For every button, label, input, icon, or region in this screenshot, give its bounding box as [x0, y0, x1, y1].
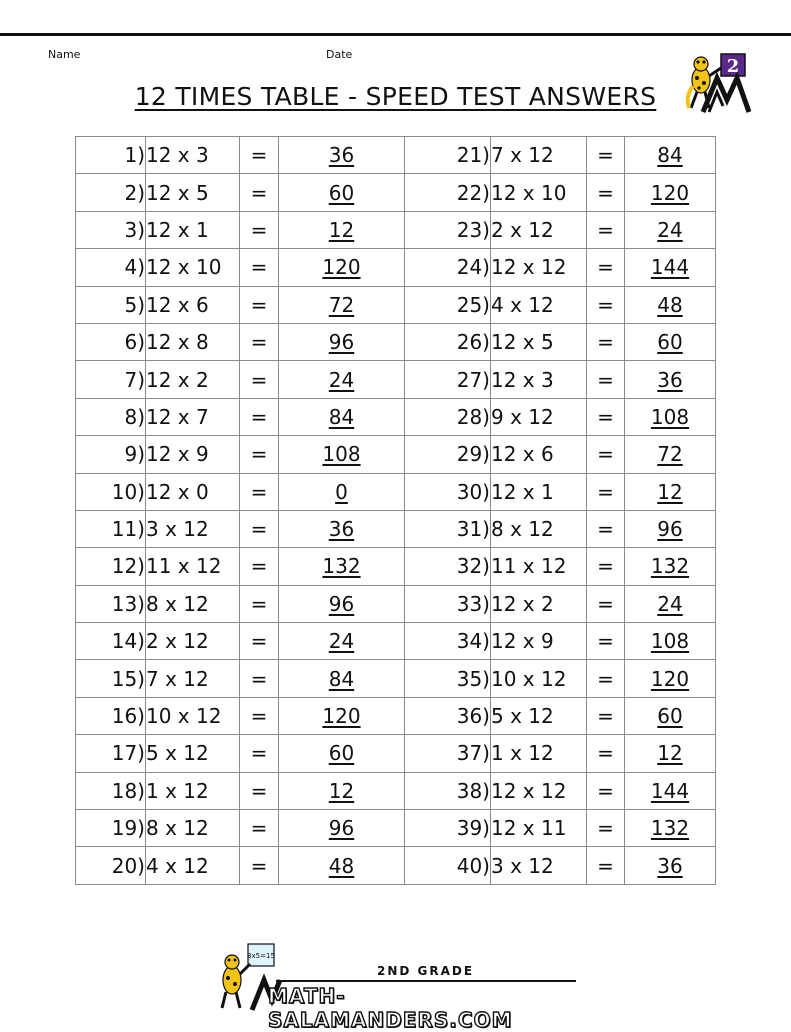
- equals-sign: =: [240, 697, 279, 734]
- equals-sign: =: [240, 398, 279, 435]
- salamander-logo-icon: [683, 50, 751, 114]
- answer-value: 60: [657, 330, 683, 355]
- answer-cell: [625, 473, 716, 510]
- equals-sign: =: [240, 137, 279, 174]
- answer-cell: [625, 174, 716, 211]
- answer-value: 72: [328, 292, 355, 317]
- answer-value: 0: [335, 479, 348, 504]
- answer-cell: [625, 810, 716, 847]
- table-row: [76, 585, 716, 622]
- problem-text: 5 x 12: [146, 735, 240, 772]
- table-row: [76, 660, 716, 697]
- answer-cell: [625, 510, 716, 547]
- problem-text: 12 x 9: [146, 436, 240, 473]
- problem-text: 12 x 6: [146, 286, 240, 323]
- footer-rule: [276, 980, 576, 982]
- equals-sign: =: [587, 473, 625, 510]
- answer-cell: [625, 249, 716, 286]
- answer-cell: [279, 660, 405, 697]
- problem-number: 39): [405, 810, 491, 847]
- problem-text: 5 x 12: [491, 697, 587, 734]
- problem-number: 20): [76, 847, 146, 884]
- answer-cell: [279, 585, 405, 622]
- problem-number: 16): [76, 697, 146, 734]
- answer-value: 60: [328, 741, 355, 766]
- table-row: [76, 810, 716, 847]
- answer-value: 48: [328, 853, 355, 878]
- answer-value: 120: [322, 704, 361, 729]
- answer-cell: [625, 735, 716, 772]
- equals-sign: =: [587, 286, 625, 323]
- problem-number: 4): [76, 249, 146, 286]
- answer-cell: [625, 697, 716, 734]
- answer-cell: [625, 137, 716, 174]
- answer-value: 108: [322, 442, 361, 467]
- table-row: [76, 623, 716, 660]
- problem-text: 2 x 12: [491, 211, 587, 248]
- page-title-text: 12 TIMES TABLE - SPEED TEST ANSWERS: [134, 82, 657, 111]
- answer-cell: [279, 398, 405, 435]
- answer-value: 24: [328, 367, 355, 392]
- problem-number: 29): [405, 436, 491, 473]
- answer-cell: [279, 174, 405, 211]
- problem-number: 11): [76, 510, 146, 547]
- answer-value: 48: [657, 292, 683, 317]
- problem-text: 11 x 12: [491, 548, 587, 585]
- equals-sign: =: [587, 772, 625, 809]
- problem-text: 12 x 1: [146, 211, 240, 248]
- answer-cell: [279, 323, 405, 360]
- answer-cell: [279, 623, 405, 660]
- answer-cell: [279, 361, 405, 398]
- problem-number: 33): [405, 585, 491, 622]
- table-row: [76, 510, 716, 547]
- problem-number: 40): [405, 847, 491, 884]
- table-row: [76, 361, 716, 398]
- answer-cell: [279, 286, 405, 323]
- answer-value: 120: [322, 255, 361, 280]
- equals-sign: =: [587, 847, 625, 884]
- footer-board-text: 3x5=15: [247, 952, 275, 960]
- answer-value: 144: [650, 778, 690, 803]
- problem-number: 32): [405, 548, 491, 585]
- answer-value: 96: [657, 517, 683, 542]
- problem-text: 7 x 12: [491, 137, 587, 174]
- answer-value: 36: [657, 367, 683, 392]
- answer-cell: [625, 585, 716, 622]
- problem-text: 12 x 11: [491, 810, 587, 847]
- answer-value: 120: [650, 666, 690, 691]
- equals-sign: =: [240, 361, 279, 398]
- table-row: [76, 137, 716, 174]
- answer-value: 24: [657, 217, 683, 242]
- table-row: [76, 286, 716, 323]
- problem-text: 12 x 9: [491, 623, 587, 660]
- equals-sign: =: [587, 735, 625, 772]
- answer-value: 84: [657, 143, 683, 168]
- problem-number: 2): [76, 174, 146, 211]
- problem-number: 27): [405, 361, 491, 398]
- problem-number: 31): [405, 510, 491, 547]
- equals-sign: =: [240, 211, 279, 248]
- answer-value: 132: [650, 816, 690, 841]
- problem-number: 34): [405, 623, 491, 660]
- equals-sign: =: [587, 436, 625, 473]
- table-row: [76, 174, 716, 211]
- answer-cell: [625, 211, 716, 248]
- equals-sign: =: [587, 249, 625, 286]
- problem-number: 36): [405, 697, 491, 734]
- table-row: [76, 772, 716, 809]
- answer-cell: [279, 473, 405, 510]
- answer-value: 132: [650, 554, 690, 579]
- answer-value: 36: [328, 517, 355, 542]
- answer-value: 96: [328, 330, 355, 355]
- answer-cell: [279, 510, 405, 547]
- problem-text: 12 x 7: [146, 398, 240, 435]
- problem-number: 18): [76, 772, 146, 809]
- answer-cell: [279, 249, 405, 286]
- answer-cell: [279, 847, 405, 884]
- equals-sign: =: [587, 697, 625, 734]
- answer-value: 108: [650, 629, 690, 654]
- answer-cell: [625, 436, 716, 473]
- problem-number: 17): [76, 735, 146, 772]
- answer-value: 108: [650, 404, 690, 429]
- problem-number: 23): [405, 211, 491, 248]
- equals-sign: =: [587, 623, 625, 660]
- answer-cell: [279, 735, 405, 772]
- equals-sign: =: [240, 810, 279, 847]
- problem-number: 28): [405, 398, 491, 435]
- equals-sign: =: [240, 249, 279, 286]
- equals-sign: =: [587, 323, 625, 360]
- problem-text: 4 x 12: [146, 847, 240, 884]
- answer-value: 60: [657, 704, 683, 729]
- problem-number: 35): [405, 660, 491, 697]
- problem-number: 3): [76, 211, 146, 248]
- equals-sign: =: [240, 847, 279, 884]
- problem-text: 12 x 10: [146, 249, 240, 286]
- equals-sign: =: [240, 510, 279, 547]
- answer-cell: [279, 697, 405, 734]
- top-rule: [0, 33, 791, 36]
- equals-sign: =: [240, 548, 279, 585]
- equals-sign: =: [240, 660, 279, 697]
- answer-cell: [625, 323, 716, 360]
- answer-value: 36: [328, 143, 355, 168]
- problem-text: 12 x 2: [491, 585, 587, 622]
- problem-text: 12 x 2: [146, 361, 240, 398]
- problem-text: 8 x 12: [146, 585, 240, 622]
- problem-number: 13): [76, 585, 146, 622]
- problem-number: 19): [76, 810, 146, 847]
- table-row: [76, 697, 716, 734]
- equals-sign: =: [240, 174, 279, 211]
- equals-sign: =: [240, 772, 279, 809]
- answer-cell: [625, 361, 716, 398]
- answer-value: 36: [657, 853, 683, 878]
- answer-value: 12: [328, 778, 355, 803]
- table-row: [76, 473, 716, 510]
- problem-text: 12 x 5: [491, 323, 587, 360]
- answer-cell: [625, 398, 716, 435]
- date-label: Date: [326, 48, 353, 61]
- answer-cell: [625, 847, 716, 884]
- problem-number: 6): [76, 323, 146, 360]
- table-row: [76, 548, 716, 585]
- problem-number: 9): [76, 436, 146, 473]
- problem-text: 12 x 12: [491, 772, 587, 809]
- problem-text: 12 x 8: [146, 323, 240, 360]
- problem-text: 12 x 6: [491, 436, 587, 473]
- problem-text: 1 x 12: [146, 772, 240, 809]
- problem-number: 38): [405, 772, 491, 809]
- problem-number: 21): [405, 137, 491, 174]
- problem-number: 25): [405, 286, 491, 323]
- problem-text: 1 x 12: [491, 735, 587, 772]
- answer-cell: [625, 772, 716, 809]
- answer-cell: [279, 548, 405, 585]
- problem-text: 8 x 12: [491, 510, 587, 547]
- equals-sign: =: [587, 510, 625, 547]
- problem-text: 3 x 12: [146, 510, 240, 547]
- answer-value: 120: [650, 180, 690, 205]
- name-label: Name: [48, 48, 81, 61]
- equals-sign: =: [240, 473, 279, 510]
- problem-number: 5): [76, 286, 146, 323]
- equals-sign: =: [240, 286, 279, 323]
- answer-value: 12: [328, 217, 355, 242]
- problem-text: 12 x 0: [146, 473, 240, 510]
- problem-text: 12 x 3: [491, 361, 587, 398]
- equals-sign: =: [587, 398, 625, 435]
- equals-sign: =: [240, 623, 279, 660]
- equals-sign: =: [587, 810, 625, 847]
- problem-text: 12 x 12: [491, 249, 587, 286]
- answer-value: 12: [657, 479, 683, 504]
- problem-number: 8): [76, 398, 146, 435]
- problem-text: 7 x 12: [146, 660, 240, 697]
- answer-value: 24: [657, 591, 683, 616]
- answer-value: 96: [328, 816, 355, 841]
- problem-number: 12): [76, 548, 146, 585]
- answer-value: 60: [328, 180, 355, 205]
- equals-sign: =: [587, 137, 625, 174]
- problem-text: 10 x 12: [491, 660, 587, 697]
- equals-sign: =: [587, 585, 625, 622]
- answer-value: 84: [328, 666, 355, 691]
- problem-text: 4 x 12: [491, 286, 587, 323]
- equals-sign: =: [587, 211, 625, 248]
- problem-text: 9 x 12: [491, 398, 587, 435]
- page-title: [0, 82, 791, 111]
- answer-value: 132: [322, 554, 361, 579]
- answer-value: 144: [650, 255, 690, 280]
- answer-value: 84: [328, 404, 355, 429]
- footer-logo: [212, 940, 582, 1032]
- table-row: [76, 323, 716, 360]
- answer-cell: [279, 211, 405, 248]
- table-row: [76, 211, 716, 248]
- problem-text: 12 x 1: [491, 473, 587, 510]
- footer-grade: 2ND GRADE: [377, 964, 475, 978]
- problem-text: 12 x 5: [146, 174, 240, 211]
- problem-number: 37): [405, 735, 491, 772]
- equals-sign: =: [240, 735, 279, 772]
- answer-cell: [625, 548, 716, 585]
- table-row: [76, 735, 716, 772]
- answer-value: 72: [657, 442, 683, 467]
- problem-number: 15): [76, 660, 146, 697]
- problem-text: 8 x 12: [146, 810, 240, 847]
- equals-sign: =: [240, 585, 279, 622]
- problem-number: 24): [405, 249, 491, 286]
- problem-number: 7): [76, 361, 146, 398]
- answer-value: 96: [328, 591, 355, 616]
- problem-number: 1): [76, 137, 146, 174]
- equals-sign: =: [587, 361, 625, 398]
- footer-site-name: MATH-SALAMANDERS.COM: [268, 984, 513, 1032]
- problem-number: 14): [76, 623, 146, 660]
- problem-text: 3 x 12: [491, 847, 587, 884]
- answer-table: [75, 136, 716, 885]
- problem-text: 12 x 10: [491, 174, 587, 211]
- salamander-logo: [683, 50, 751, 114]
- answer-cell: [279, 137, 405, 174]
- answer-value: 12: [657, 741, 683, 766]
- problem-number: 22): [405, 174, 491, 211]
- equals-sign: =: [587, 174, 625, 211]
- table-row: [76, 249, 716, 286]
- equals-sign: =: [240, 323, 279, 360]
- problem-number: 30): [405, 473, 491, 510]
- table-row: [76, 436, 716, 473]
- equals-sign: =: [587, 548, 625, 585]
- problem-number: 10): [76, 473, 146, 510]
- problem-text: 12 x 3: [146, 137, 240, 174]
- table-row: [76, 847, 716, 884]
- answer-table-body: [76, 137, 716, 885]
- answer-cell: [279, 810, 405, 847]
- answer-value: 24: [328, 629, 355, 654]
- problem-text: 11 x 12: [146, 548, 240, 585]
- answer-cell: [625, 286, 716, 323]
- problem-text: 10 x 12: [146, 697, 240, 734]
- problem-number: 26): [405, 323, 491, 360]
- logo-badge: 2: [726, 56, 740, 77]
- equals-sign: =: [587, 660, 625, 697]
- table-row: [76, 398, 716, 435]
- answer-cell: [625, 623, 716, 660]
- problem-text: 2 x 12: [146, 623, 240, 660]
- answer-cell: [279, 772, 405, 809]
- answer-cell: [625, 660, 716, 697]
- answer-cell: [279, 436, 405, 473]
- equals-sign: =: [240, 436, 279, 473]
